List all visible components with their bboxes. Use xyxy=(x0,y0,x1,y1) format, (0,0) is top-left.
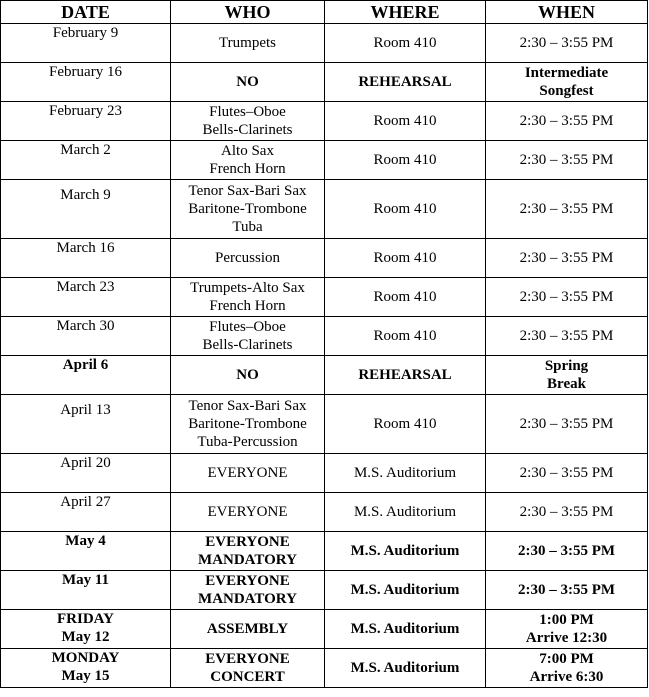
cell-who-text: Tenor Sax-Bari Sax Baritone-Trombone Tuba xyxy=(188,183,307,235)
cell-date-text: March 16 xyxy=(56,240,115,256)
cell-who-text: NO xyxy=(236,74,259,90)
cell-date-text: February 9 xyxy=(52,25,119,41)
cell-who-text: Trumpets xyxy=(219,35,276,51)
cell-where xyxy=(325,532,486,571)
cell-when xyxy=(486,571,648,610)
cell-when-text: 2:30 – 3:55 PM xyxy=(517,582,616,598)
cell-when xyxy=(486,278,648,317)
cell-when xyxy=(486,317,648,356)
cell-when xyxy=(486,610,648,649)
cell-where xyxy=(325,610,486,649)
cell-where-text: M.S. Auditorium xyxy=(350,660,460,676)
cell-where-text: Room 410 xyxy=(373,250,437,266)
cell-where xyxy=(325,649,486,688)
cell-who-text: Trumpets-Alto Sax French Horn xyxy=(190,280,305,314)
cell-where-text: Room 410 xyxy=(373,328,437,344)
cell-where-text: M.S. Auditorium xyxy=(350,621,460,637)
cell-who-text: EVERYONE xyxy=(207,504,288,520)
cell-where-text: Room 410 xyxy=(373,201,437,217)
cell-date xyxy=(1,395,171,454)
table-row xyxy=(1,454,648,493)
cell-who xyxy=(171,24,325,63)
cell-date xyxy=(1,102,171,141)
header-where: WHERE xyxy=(325,1,486,24)
table-row xyxy=(1,278,648,317)
cell-when-text: 2:30 – 3:55 PM xyxy=(519,35,614,51)
cell-date-text: March 9 xyxy=(60,187,111,203)
cell-where xyxy=(325,141,486,180)
table-row xyxy=(1,493,648,532)
cell-when xyxy=(486,454,648,493)
cell-where xyxy=(325,356,486,395)
cell-date xyxy=(1,180,171,239)
cell-who xyxy=(171,141,325,180)
cell-who-text: EVERYONE CONCERT xyxy=(205,651,290,685)
table-row xyxy=(1,63,648,102)
cell-date-text: April 27 xyxy=(60,494,111,510)
cell-who xyxy=(171,649,325,688)
table-row xyxy=(1,317,648,356)
cell-who xyxy=(171,493,325,532)
cell-where-text: M.S. Auditorium xyxy=(350,543,460,559)
schedule-header xyxy=(1,1,648,24)
cell-who xyxy=(171,610,325,649)
cell-who xyxy=(171,395,325,454)
cell-date xyxy=(1,454,171,493)
header-when: WHEN xyxy=(486,1,648,24)
cell-when xyxy=(486,493,648,532)
cell-when-text: 2:30 – 3:55 PM xyxy=(517,543,616,559)
cell-when xyxy=(486,395,648,454)
table-row xyxy=(1,24,648,63)
cell-who-text: EVERYONE xyxy=(207,465,288,481)
cell-where xyxy=(325,180,486,239)
cell-where xyxy=(325,239,486,278)
table-row xyxy=(1,239,648,278)
header-who: WHO xyxy=(171,1,325,24)
cell-when-text: 1:00 PM Arrive 12:30 xyxy=(525,612,608,646)
cell-where-text: REHEARSAL xyxy=(358,367,452,383)
cell-when xyxy=(486,356,648,395)
cell-date xyxy=(1,610,171,649)
cell-who xyxy=(171,239,325,278)
cell-where xyxy=(325,317,486,356)
table-row xyxy=(1,141,648,180)
table-row xyxy=(1,610,648,649)
cell-date-text: May 11 xyxy=(61,572,110,588)
cell-where-text: Room 410 xyxy=(373,416,437,432)
cell-when-text: 2:30 – 3:55 PM xyxy=(519,113,614,129)
cell-date-text: February 16 xyxy=(49,64,122,80)
cell-date xyxy=(1,63,171,102)
cell-date-text: March 2 xyxy=(60,142,111,158)
cell-who xyxy=(171,63,325,102)
cell-who xyxy=(171,180,325,239)
cell-when xyxy=(486,141,648,180)
cell-date-text: March 23 xyxy=(56,279,115,295)
cell-date-text: April 20 xyxy=(60,455,111,471)
table-row xyxy=(1,102,648,141)
table-row xyxy=(1,395,648,454)
cell-when xyxy=(486,102,648,141)
cell-date xyxy=(1,649,171,688)
cell-when xyxy=(486,239,648,278)
cell-when-text: 2:30 – 3:55 PM xyxy=(519,250,614,266)
cell-who-text: Tenor Sax-Bari Sax Baritone-Trombone Tuba-Percussion xyxy=(188,398,307,450)
cell-where-text: M.S. Auditorium xyxy=(353,504,457,520)
cell-who xyxy=(171,532,325,571)
cell-where-text: M.S. Auditorium xyxy=(350,582,460,598)
cell-date xyxy=(1,278,171,317)
cell-date xyxy=(1,532,171,571)
table-row xyxy=(1,180,648,239)
cell-date xyxy=(1,493,171,532)
cell-where-text: Room 410 xyxy=(373,152,437,168)
cell-date xyxy=(1,356,171,395)
cell-who-text: Alto Sax French Horn xyxy=(209,143,286,177)
cell-when-text: 2:30 – 3:55 PM xyxy=(519,201,614,217)
cell-date-text: May 4 xyxy=(65,533,106,549)
cell-where xyxy=(325,395,486,454)
table-row xyxy=(1,532,648,571)
cell-when-text: 7:00 PM Arrive 6:30 xyxy=(529,651,604,685)
cell-where-text: Room 410 xyxy=(373,35,437,51)
cell-when-text: 2:30 – 3:55 PM xyxy=(519,289,614,305)
cell-who xyxy=(171,571,325,610)
cell-who xyxy=(171,102,325,141)
cell-date xyxy=(1,317,171,356)
cell-where xyxy=(325,278,486,317)
cell-where xyxy=(325,571,486,610)
cell-who-text: Percussion xyxy=(215,250,280,266)
cell-who xyxy=(171,356,325,395)
cell-who-text: ASSEMBLY xyxy=(206,621,289,637)
cell-when xyxy=(486,649,648,688)
cell-where xyxy=(325,102,486,141)
cell-when xyxy=(486,532,648,571)
cell-when xyxy=(486,63,648,102)
cell-when-text: 2:30 – 3:55 PM xyxy=(519,152,614,168)
header-date: DATE xyxy=(1,1,171,24)
schedule-body xyxy=(1,24,648,688)
cell-who xyxy=(171,317,325,356)
cell-when-text: Spring Break xyxy=(544,358,589,392)
cell-date-text: FRIDAY May 12 xyxy=(57,611,114,645)
cell-who-text: EVERYONE MANDATORY xyxy=(198,534,297,568)
cell-where xyxy=(325,63,486,102)
cell-who-text: NO xyxy=(236,367,259,383)
cell-date xyxy=(1,571,171,610)
cell-when xyxy=(486,180,648,239)
cell-when-text: 2:30 – 3:55 PM xyxy=(519,504,614,520)
cell-where xyxy=(325,454,486,493)
cell-where xyxy=(325,493,486,532)
cell-where-text: M.S. Auditorium xyxy=(353,465,457,481)
cell-who-text: EVERYONE MANDATORY xyxy=(198,573,297,607)
cell-when-text: 2:30 – 3:55 PM xyxy=(519,328,614,344)
cell-when-text: 2:30 – 3:55 PM xyxy=(519,416,614,432)
table-row xyxy=(1,649,648,688)
cell-where-text: Room 410 xyxy=(373,113,437,129)
cell-where-text: REHEARSAL xyxy=(358,74,452,90)
cell-where xyxy=(325,24,486,63)
cell-when-text: 2:30 – 3:55 PM xyxy=(519,465,614,481)
cell-who-text: Flutes–Oboe Bells-Clarinets xyxy=(202,104,293,138)
cell-date xyxy=(1,24,171,63)
header-row xyxy=(1,1,648,24)
cell-date-text: April 6 xyxy=(62,357,109,373)
table-row xyxy=(1,571,648,610)
cell-date-text: MONDAY May 15 xyxy=(51,650,120,684)
cell-when xyxy=(486,24,648,63)
cell-date-text: April 13 xyxy=(60,402,111,418)
cell-date-text: February 23 xyxy=(49,103,122,119)
table-row xyxy=(1,356,648,395)
cell-date xyxy=(1,239,171,278)
cell-who xyxy=(171,454,325,493)
cell-when-text: Intermediate Songfest xyxy=(524,65,609,99)
cell-date xyxy=(1,141,171,180)
cell-where-text: Room 410 xyxy=(373,289,437,305)
cell-who-text: Flutes–Oboe Bells-Clarinets xyxy=(202,319,293,353)
cell-date-text: March 30 xyxy=(56,318,115,334)
cell-who xyxy=(171,278,325,317)
